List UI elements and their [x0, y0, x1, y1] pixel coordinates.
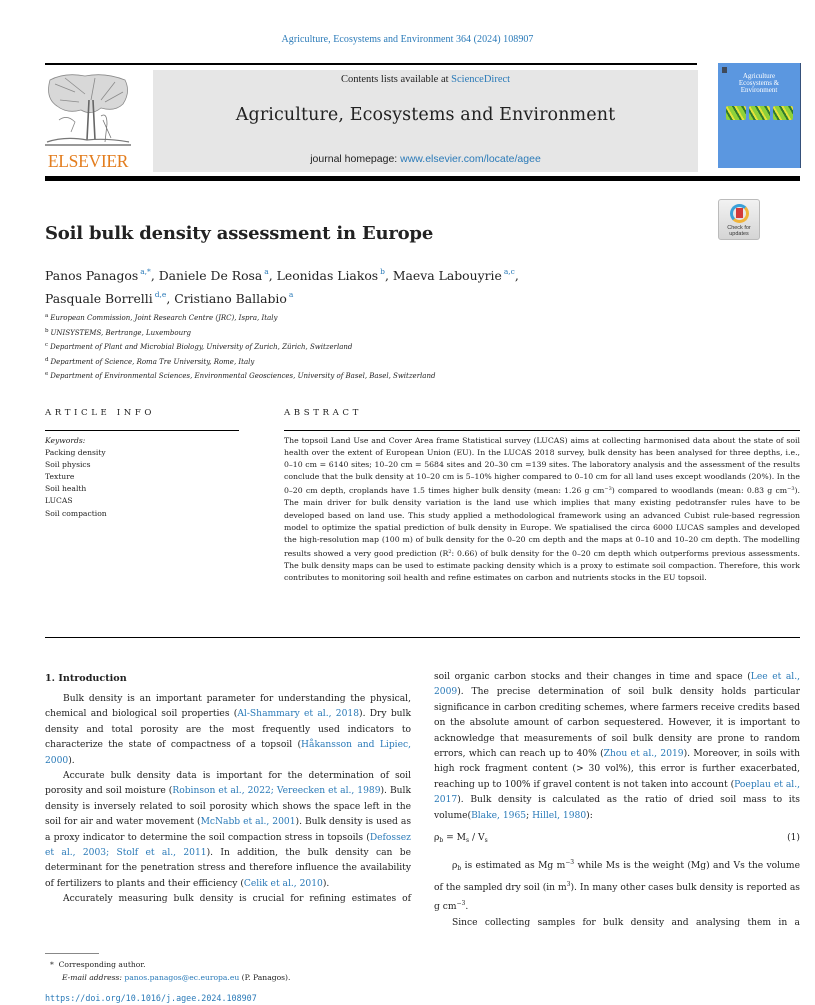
journal-masthead — [153, 70, 698, 172]
citation-link[interactable]: Hillel, 1980 — [532, 810, 587, 821]
keyword-item: LUCAS — [45, 496, 73, 506]
affiliation-key: a — [45, 313, 49, 319]
keyword-item: Soil physics — [45, 460, 91, 470]
cover-title-line: Environment — [740, 86, 778, 94]
contents-availability — [153, 74, 698, 85]
article-info-rule — [45, 430, 239, 431]
affiliation-key: e — [45, 371, 49, 377]
check-for-updates-button[interactable] — [718, 199, 760, 240]
affiliation-key: d — [45, 356, 49, 363]
article-info-heading: ARTICLE INFO — [45, 408, 156, 418]
author-name[interactable]: Cristiano Ballabio — [174, 291, 287, 306]
body-column-left — [45, 692, 411, 908]
journal-homepage — [153, 153, 698, 165]
running-head-link[interactable]: Agriculture, Ecosystems and Environment 364 (2024) 108907 — [281, 34, 534, 45]
article-title: Soil bulk density assessment in Europe — [45, 223, 434, 244]
affiliation-item — [45, 310, 435, 325]
sciencedirect-link[interactable]: ScienceDirect — [451, 74, 511, 85]
keyword-item: Packing density — [45, 448, 106, 458]
body-paragraph-continued: soil organic carbon stocks and their changes in time and space (Lee et al., 2009). The precise determination of soil bulk density holds particular significance in carbon crediting schemes, where farmers receive credits based on the absolute amount of carbon sequestered. However, it is important to acknowledge that measurements of soil bulk density are prone to random errors, which can reach up to 40% (Zhou et al., 2019). Moreover, in soils with high rock fragment content (> 30 vol%), this error is further exacerbated, reaching up to 100% if gravel content is not taken into account (Poeplau et al., 2017). Bulk density is calculated as the ratio of dried soil mass to its volume(Blake, 1965; Hillel, 1980): — [434, 672, 800, 821]
author-separator: , — [384, 268, 393, 283]
author-affiliation-ref[interactable]: b — [380, 267, 385, 276]
author-separator: , — [268, 268, 277, 283]
journal-title: Agriculture, Ecosystems and Environment — [235, 105, 616, 125]
author-affiliation-ref[interactable]: a,* — [140, 267, 151, 276]
keywords-label: Keywords: — [45, 436, 86, 445]
citation-link[interactable]: Zhou et al., 2019 — [603, 749, 684, 760]
author-affiliation-ref[interactable]: d,e — [154, 290, 167, 299]
cover-field-image-icon — [726, 106, 746, 120]
cover-title — [718, 73, 800, 94]
crossmark-label — [719, 225, 759, 237]
homepage-prefix: journal homepage: — [310, 153, 401, 165]
author-email-link[interactable]: panos.panagos@ec.europa.eu — [124, 973, 240, 982]
keyword-item: Soil health — [45, 484, 87, 494]
author-name[interactable]: Maeva Labouyrie — [392, 268, 502, 283]
citation-link[interactable]: Håkansson and Lipiec, 2000 — [45, 740, 411, 766]
crossmark-bookmark-icon — [736, 208, 743, 218]
body-paragraph: Since collecting samples for bulk density and analysing them in a — [452, 917, 800, 928]
author-name[interactable]: Daniele De Rosa — [158, 268, 263, 283]
author-name[interactable]: Pasquale Borrelli — [45, 291, 153, 306]
affiliation-list — [45, 310, 435, 383]
author-name[interactable]: Panos Panagos — [45, 268, 139, 283]
footnote-rule — [45, 953, 99, 954]
cover-title-line: Ecosystems & — [738, 79, 780, 87]
affiliation-item — [45, 354, 435, 369]
affiliation-text: Department of Science, Roma Tre University, Rome, Italy — [50, 357, 255, 366]
author-separator: , — [150, 268, 159, 283]
body-paragraph: Accurate bulk density data is important for the determination of soil porosity and soil moisture (Robinson et al., 2022; Vereecken et al., 1989). Bulk density is inversely related to soil porosity which shows the space left in the soil for air and water movement (McNabb et al., 2001). Bulk density is used as a proxy indicator to determine the soil compaction stress in topsoils (Defossez et al., 2003; Stolf et al., 2011). In addition, the bulk density can be determinant for the penetration stress and therefore influence the availability of fertilizers to plants and their efficiency (Celik et al., 2010). — [45, 771, 411, 889]
author-separator: , — [166, 291, 175, 306]
body-paragraph: Bulk density is an important parameter for understanding the physical, chemical and biological soil properties (Al-Shammary et al., 2018). Dry bulk density and total porosity are the most frequently used indicators to characterize the state of compactness of a topsoil (Håkansson and Lipiec, 2000). — [45, 694, 412, 766]
cover-field-image-icon — [749, 106, 769, 120]
author-affiliation-ref[interactable]: a — [264, 267, 269, 276]
citation-link[interactable]: McNabb et al., 2001 — [200, 817, 296, 828]
crossmark-label-line: Check for — [727, 225, 751, 231]
citation-link[interactable]: Defossez et al., 2003; Stolf et al., 2011 — [45, 832, 411, 859]
affiliation-item — [45, 325, 435, 340]
footnote-text: Corresponding author. — [58, 960, 146, 969]
citation-link[interactable]: Al-Shammary et al., 2018 — [237, 709, 360, 720]
body-paragraph: Accurately measuring bulk density is crucial for refining estimates of — [63, 894, 411, 905]
author-affiliation-ref[interactable]: a — [288, 290, 294, 299]
contents-prefix: Contents lists available at — [340, 74, 452, 85]
masthead-top-rule — [45, 63, 697, 65]
masthead-bottom-rule — [45, 176, 800, 181]
citation-link[interactable]: Poeplau et al., 2017 — [434, 779, 800, 806]
affiliation-text: European Commission, Joint Research Centre (JRC), Ispra, Italy — [50, 314, 278, 322]
affiliation-text: UNISYSTEMS, Bertrange, Luxembourg — [50, 328, 191, 337]
section-heading-introduction: 1. Introduction — [45, 673, 127, 684]
keyword-item: Soil compaction — [45, 508, 107, 518]
cover-artwork — [726, 106, 793, 120]
cover-field-image-icon — [773, 106, 793, 120]
affiliation-text: Department of Environmental Sciences, Environmental Geosciences, University of Basel, Basel, Switzerland — [50, 372, 436, 380]
doi-link[interactable]: https://doi.org/10.1016/j.agee.2024.108907 — [45, 993, 257, 1003]
affiliation-item — [45, 368, 435, 383]
citation-link[interactable]: Lee et al., 2009 — [434, 672, 800, 698]
crossmark-label-line: updates — [729, 231, 749, 237]
footnote-marker: * — [50, 960, 54, 969]
author-separator: , — [514, 268, 519, 283]
equation-number: (1) — [787, 833, 800, 844]
author-list — [45, 262, 685, 308]
body-paragraph: $\rho_b$ is estimated as Mg $m^{-3}$ while Ms is the weight (Mg) and Vs the volume of the sampled dry soil (in $m^3$). In many other cases bulk density is reported as g $cm^{-3}$. — [434, 859, 800, 913]
corresponding-author-footnote — [50, 958, 290, 984]
citation-link[interactable]: Blake, 1965 — [471, 810, 527, 821]
cover-title-line: Agriculture — [742, 72, 776, 80]
elsevier-wordmark: ELSEVIER — [47, 151, 129, 171]
abstract-rule — [284, 430, 800, 431]
affiliation-key: b — [45, 327, 49, 334]
keywords-list — [45, 435, 107, 520]
citation-link[interactable]: Robinson et al., 2022; Vereecken et al., 1989 — [172, 786, 381, 797]
abstract-text: The topsoil Land Use and Cover Area frame Statistical survey (LUCAS) aims at collecting harmonised data about the state of soil health over the extent of European Union (EU). In the LUCAS 2018 survey, bulk density has been analysed for three depths, i.e., 0–10 cm = 6140 sites; 10–20 cm = 5684 sites and 20–30 cm =139 sites. The laboratory analysis and the assessment of the results conclude that the bulk density at 10–20 cm is 5–10% higher compared to 0–10 cm for all land uses except woodlands (20%). In the 0–20 cm depth, croplands have 1.5 times higher bulk density (mean: 1.26 g $cm^{-3}$) compared to woodlands (mean: 0.83 g $cm^{-3}$). The main driver for bulk density variation is the land use which implies that many existing pedotransfer rules have to be developed based on land use. This study applied a methodological framework using an advanced Cubist rule-based regression model to optimize the spatial prediction of bulk density in Europe. We spatialised the circa 6000 LUCAS samples and developed the high-resolution map (100 m) of bulk density for the 0–20 cm depth and the maps at 0–10 and 10–20 cm depth. The modelling results showed a very good prediction ($R^2$: 0.66) of bulk density for the 0–20 cm depth which outperforms previous assessments. The bulk density maps can be used to estimate packing density which is a proxy to estimate soil compaction. Therefore, this work contributes to monitoring soil health and refine estimates on carbon and nutrients stocks in the EU topsoil. — [284, 436, 801, 583]
email-label: E-mail address: — [62, 973, 122, 982]
email-suffix: (P. Panagos). — [239, 973, 291, 982]
homepage-link[interactable]: www.elsevier.com/locate/agee — [400, 153, 541, 165]
author-affiliation-ref[interactable]: a,c — [503, 267, 515, 276]
author-name[interactable]: Leonidas Liakos — [276, 268, 379, 283]
affiliation-key: c — [45, 342, 49, 348]
affiliation-text: Department of Plant and Microbial Biology, University of Zurich, Zürich, Switzerland — [50, 343, 353, 351]
keyword-item: Texture — [45, 472, 75, 482]
body-column-right — [434, 670, 800, 931]
elsevier-logo[interactable] — [45, 72, 131, 172]
equation-expression: $\rho_b = M_s / V_s$ — [434, 833, 488, 845]
journal-cover-thumbnail[interactable] — [718, 63, 801, 168]
elsevier-tree-icon — [45, 72, 131, 148]
citation-link[interactable]: Celik et al., 2010 — [243, 878, 323, 889]
abstract-bottom-rule — [45, 637, 800, 638]
equation-1 — [434, 831, 800, 848]
abstract-heading: ABSTRACT — [284, 408, 362, 418]
affiliation-item — [45, 339, 435, 354]
